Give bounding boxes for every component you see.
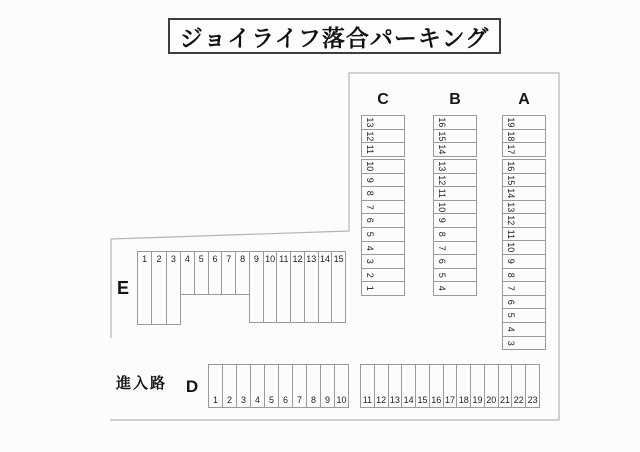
space-number: 7	[506, 285, 517, 291]
parking-space	[525, 365, 539, 407]
parking-space	[388, 365, 402, 407]
space-number: 6	[282, 395, 288, 405]
space-number: 14	[319, 254, 330, 264]
space-number: 4	[506, 326, 517, 332]
space-number: 16	[431, 395, 442, 405]
parking-space	[361, 365, 374, 407]
space-number: 1	[142, 254, 148, 264]
space-number: 12	[506, 215, 517, 226]
parking-space	[470, 365, 484, 407]
space-number: 11	[437, 188, 447, 199]
space-number: 5	[437, 272, 447, 278]
space-number: 9	[324, 395, 330, 405]
column-block	[502, 159, 546, 350]
column-block	[433, 159, 477, 296]
parking-space	[362, 213, 404, 227]
space-number: 15	[437, 130, 448, 142]
column-label: C	[377, 91, 389, 108]
parking-space	[434, 129, 476, 143]
parking-space	[401, 365, 415, 407]
parking-space	[503, 142, 545, 156]
parking-space	[208, 252, 222, 294]
parking-space	[362, 227, 404, 241]
parking-space	[434, 160, 476, 173]
parking-space	[415, 365, 429, 407]
space-number: 17	[506, 144, 517, 155]
map-title: ジョイライフ落合パーキング	[179, 24, 490, 51]
parking-space	[484, 365, 498, 407]
parking-space	[503, 322, 545, 336]
parking-space	[429, 365, 443, 407]
space-number: 6	[437, 258, 447, 264]
parking-space	[362, 281, 404, 295]
column-label: B	[449, 91, 461, 108]
parking-space	[503, 173, 545, 187]
space-number: 6	[506, 299, 517, 305]
row-d-label: D	[185, 377, 199, 396]
parking-space	[362, 116, 404, 129]
space-number: 7	[296, 395, 302, 405]
row-d-block	[208, 364, 349, 408]
parking-space	[362, 254, 404, 268]
parking-space	[503, 116, 545, 129]
parking-space	[264, 365, 278, 407]
space-number: 7	[226, 254, 232, 264]
space-number: 12	[376, 395, 387, 405]
parking-space	[456, 365, 470, 407]
parking-space	[362, 268, 404, 282]
space-number: 19	[506, 117, 517, 128]
space-number: 14	[437, 144, 448, 155]
parking-space	[503, 308, 545, 322]
space-number: 17	[444, 395, 455, 405]
parking-space	[334, 365, 348, 407]
parking-space	[434, 116, 476, 129]
parking-space	[318, 252, 332, 322]
space-number: 15	[333, 254, 344, 264]
space-number: 13	[437, 161, 447, 172]
parking-space	[434, 268, 476, 282]
space-number: 4	[365, 245, 375, 251]
parking-space	[503, 200, 545, 214]
space-number: 14	[403, 395, 414, 405]
parking-space	[151, 252, 165, 324]
space-number: 6	[365, 218, 375, 224]
space-number: 19	[472, 395, 483, 405]
parking-space	[263, 252, 277, 322]
row-e-block	[249, 251, 346, 323]
space-number: 10	[265, 254, 276, 264]
parking-space	[503, 254, 545, 268]
parking-space	[166, 252, 180, 324]
parking-space	[222, 365, 236, 407]
parking-space	[434, 173, 476, 187]
space-number: 7	[365, 204, 375, 210]
space-number: 7	[437, 245, 447, 251]
space-number: 3	[506, 340, 517, 346]
space-number: 10	[336, 395, 347, 405]
parking-space	[434, 142, 476, 156]
space-number: 8	[240, 254, 246, 264]
parking-space	[374, 365, 388, 407]
column-block	[502, 115, 546, 157]
space-number: 23	[527, 395, 538, 405]
parking-space	[278, 365, 292, 407]
parking-space	[276, 252, 290, 322]
space-number: 13	[365, 117, 376, 128]
parking-space	[362, 200, 404, 214]
space-number: 5	[268, 395, 274, 405]
space-number: 10	[365, 161, 375, 172]
parking-space	[511, 365, 525, 407]
space-number: 8	[365, 190, 375, 196]
parking-space	[250, 365, 264, 407]
space-number: 21	[500, 395, 511, 405]
space-number: 11	[279, 254, 289, 264]
parking-space	[434, 186, 476, 200]
space-number: 6	[212, 254, 218, 264]
parking-space	[503, 227, 545, 241]
space-number: 9	[253, 254, 259, 264]
row-d-block	[360, 364, 540, 408]
space-number: 15	[506, 174, 517, 185]
parking-space	[250, 252, 263, 322]
space-number: 13	[506, 202, 517, 213]
space-number: 4	[254, 395, 260, 405]
space-number: 10	[506, 242, 517, 253]
space-number: 5	[365, 231, 375, 237]
parking-space	[235, 252, 249, 294]
parking-space	[362, 142, 404, 156]
row-e-block	[137, 251, 181, 325]
space-number: 13	[389, 395, 400, 405]
map-title-box	[168, 18, 501, 54]
row-e-label: E	[116, 278, 129, 298]
parking-space	[503, 268, 545, 282]
space-number: 4	[437, 286, 447, 292]
column-block	[361, 159, 405, 296]
entrance-road-label: 進入路	[116, 375, 168, 392]
space-number: 5	[506, 313, 517, 319]
parking-space	[498, 365, 512, 407]
space-number: 9	[437, 218, 447, 224]
space-number: 22	[513, 395, 524, 405]
space-number: 2	[226, 395, 232, 405]
space-number: 10	[437, 202, 447, 213]
parking-space	[362, 173, 404, 187]
parking-space	[434, 213, 476, 227]
parking-space	[362, 129, 404, 143]
parking-space	[331, 252, 345, 322]
parking-space	[292, 365, 306, 407]
parking-space	[194, 252, 208, 294]
parking-space	[138, 252, 151, 324]
space-number: 3	[170, 254, 176, 264]
space-number: 15	[417, 395, 428, 405]
space-number: 8	[437, 231, 447, 237]
parking-space	[306, 365, 320, 407]
parking-space	[434, 254, 476, 268]
space-number: 11	[506, 229, 517, 239]
parking-space	[362, 160, 404, 173]
space-number: 20	[486, 395, 497, 405]
parking-space	[503, 213, 545, 227]
space-number: 12	[365, 130, 376, 142]
parking-space	[443, 365, 457, 407]
space-number: 4	[184, 254, 190, 264]
parking-space	[209, 365, 222, 407]
space-number: 2	[365, 272, 375, 278]
space-number: 12	[437, 174, 447, 185]
column-block	[361, 115, 405, 157]
parking-space	[503, 186, 545, 200]
space-number: 2	[156, 254, 162, 264]
row-e-block	[180, 251, 250, 295]
space-number: 8	[506, 272, 517, 278]
parking-space	[503, 129, 545, 143]
parking-space	[221, 252, 235, 294]
parking-space	[503, 281, 545, 295]
space-number: 18	[458, 395, 469, 405]
parking-space	[434, 200, 476, 214]
parking-space	[434, 227, 476, 241]
parking-space	[503, 240, 545, 254]
parking-space	[503, 336, 545, 350]
space-number: 8	[310, 395, 316, 405]
parking-space	[236, 365, 250, 407]
space-number: 1	[365, 286, 375, 292]
column-block	[433, 115, 477, 157]
parking-space	[362, 241, 404, 255]
space-number: 14	[506, 188, 517, 199]
space-number: 9	[365, 177, 375, 183]
space-number: 5	[198, 254, 204, 264]
parking-space	[290, 252, 304, 322]
column-label: A	[518, 91, 530, 108]
space-number: 1	[212, 395, 218, 405]
space-number: 11	[362, 395, 373, 405]
parking-space	[320, 365, 334, 407]
space-number: 3	[365, 258, 375, 264]
parking-space	[434, 281, 476, 295]
space-number: 18	[506, 130, 517, 142]
parking-space	[362, 186, 404, 200]
parking-space	[503, 295, 545, 309]
parking-space	[181, 252, 194, 294]
space-number: 16	[506, 161, 517, 172]
space-number: 16	[437, 117, 448, 128]
parking-space	[304, 252, 318, 322]
parking-space	[434, 241, 476, 255]
space-number: 3	[240, 395, 246, 405]
space-number: 11	[365, 145, 376, 155]
parking-space	[503, 160, 545, 173]
space-number: 13	[306, 254, 317, 264]
space-number: 12	[292, 254, 303, 264]
space-number: 9	[506, 258, 517, 264]
